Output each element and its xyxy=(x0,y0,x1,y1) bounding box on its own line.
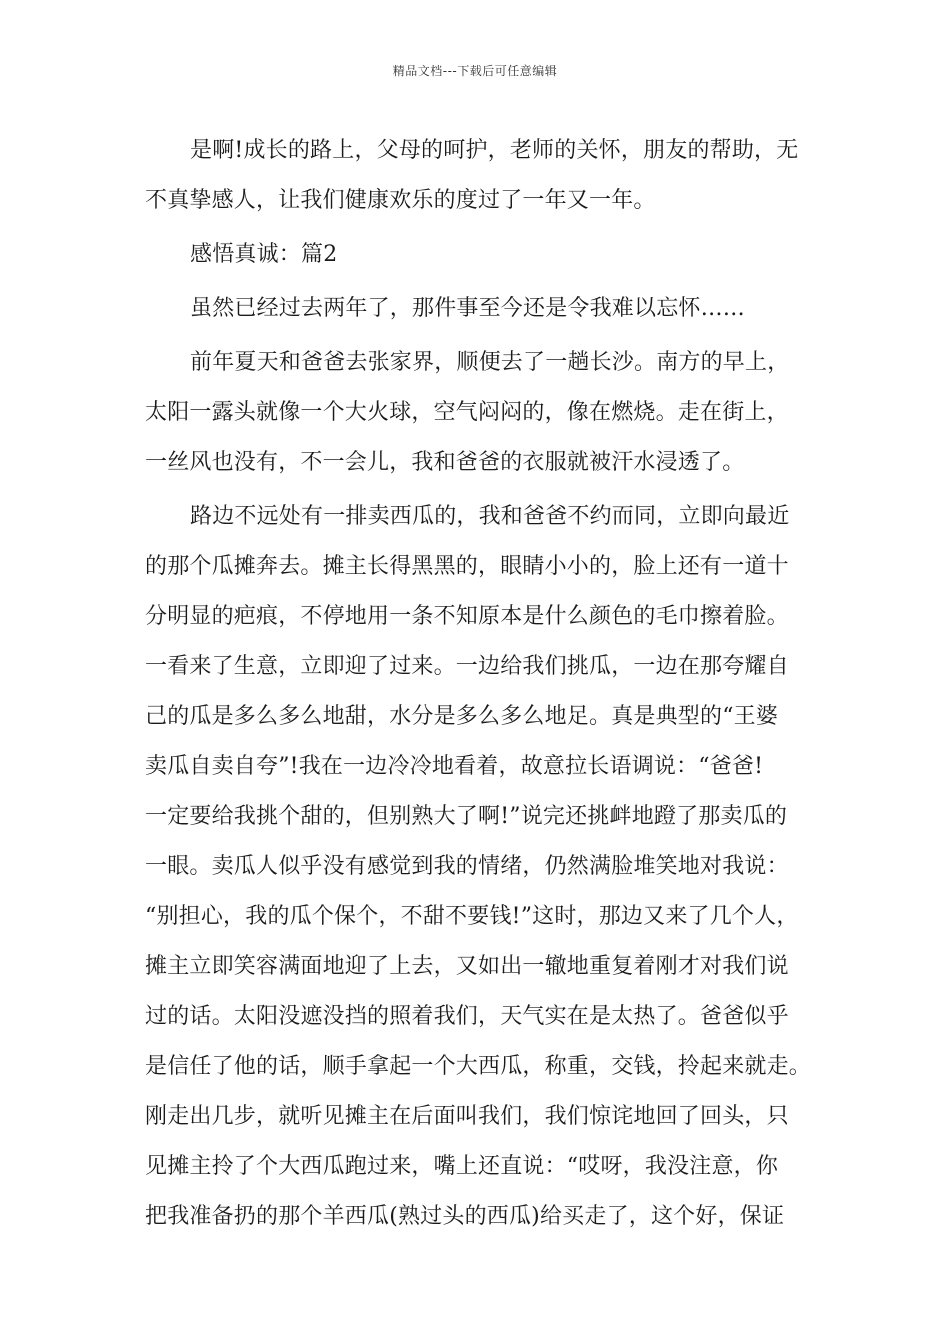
text-line: 一定要给我挑个甜的，但别熟大了啊!”说完还挑衅地蹬了那卖瓜的 xyxy=(145,804,788,829)
section-heading: 感悟真诚：篇2 xyxy=(190,242,338,267)
text-line: 一看来了生意，立即迎了过来。一边给我们挑瓜，一边在那夸耀自 xyxy=(145,654,789,679)
text-line: 是啊!成长的路上，父母的呵护，老师的关怀，朋友的帮助，无 xyxy=(190,138,799,163)
text-line: 见摊主拎了个大西瓜跑过来，嘴上还直说：“哎呀，我没注意，你 xyxy=(145,1154,779,1179)
text-line: 刚走出几步，就听见摊主在后面叫我们，我们惊诧地回了回头，只 xyxy=(145,1104,789,1129)
text-line: 摊主立即笑容满面地迎了上去，又如出一辙地重复着刚才对我们说 xyxy=(145,954,789,979)
text-line: 过的话。太阳没遮没挡的照着我们，天气实在是太热了。爸爸似乎 xyxy=(145,1004,789,1029)
text-line: 卖瓜自卖自夸”!我在一边冷冷地看着，故意拉长语调说：“爸爸! xyxy=(145,754,764,779)
text-line: 一眼。卖瓜人似乎没有感觉到我的情绪，仍然满脸堆笑地对我说： xyxy=(145,854,789,879)
text-line: 是信任了他的话，顺手拿起一个大西瓜，称重，交钱，拎起来就走。 xyxy=(145,1054,812,1079)
document-body xyxy=(145,126,835,1242)
text-line: 路边不远处有一排卖西瓜的，我和爸爸不约而同，立即向最近 xyxy=(190,504,790,529)
text-line: 太阳一露头就像一个大火球，空气闷闷的，像在燃烧。走在街上， xyxy=(145,400,789,425)
text-line: “别担心，我的瓜个保个，不甜不要钱!”这时，那边又来了几个人， xyxy=(145,904,799,929)
page-header: 精品文档---下载后可任意编辑 xyxy=(392,64,558,78)
text-line: 前年夏天和爸爸去张家界，顺便去了一趟长沙。南方的早上， xyxy=(190,350,790,375)
text-line: 的那个瓜摊奔去。摊主长得黑黑的，眼睛小小的，脸上还有一道十 xyxy=(145,554,789,579)
text-line: 把我准备扔的那个羊西瓜(熟过头的西瓜)给买走了，这个好，保证 xyxy=(145,1204,785,1229)
text-line: 不真挚感人，让我们健康欢乐的度过了一年又一年。 xyxy=(145,188,656,213)
text-line: 分明显的疤痕，不停地用一条不知原本是什么颜色的毛巾擦着脸。 xyxy=(145,604,789,629)
text-line: 己的瓜是多么多么地甜，水分是多么多么地足。真是典型的“王婆 xyxy=(145,704,779,729)
text-line: 虽然已经过去两年了，那件事至今还是令我难以忘怀…… xyxy=(190,296,746,321)
text-line: 一丝风也没有，不一会儿，我和爸爸的衣服就被汗水浸透了。 xyxy=(145,450,745,475)
